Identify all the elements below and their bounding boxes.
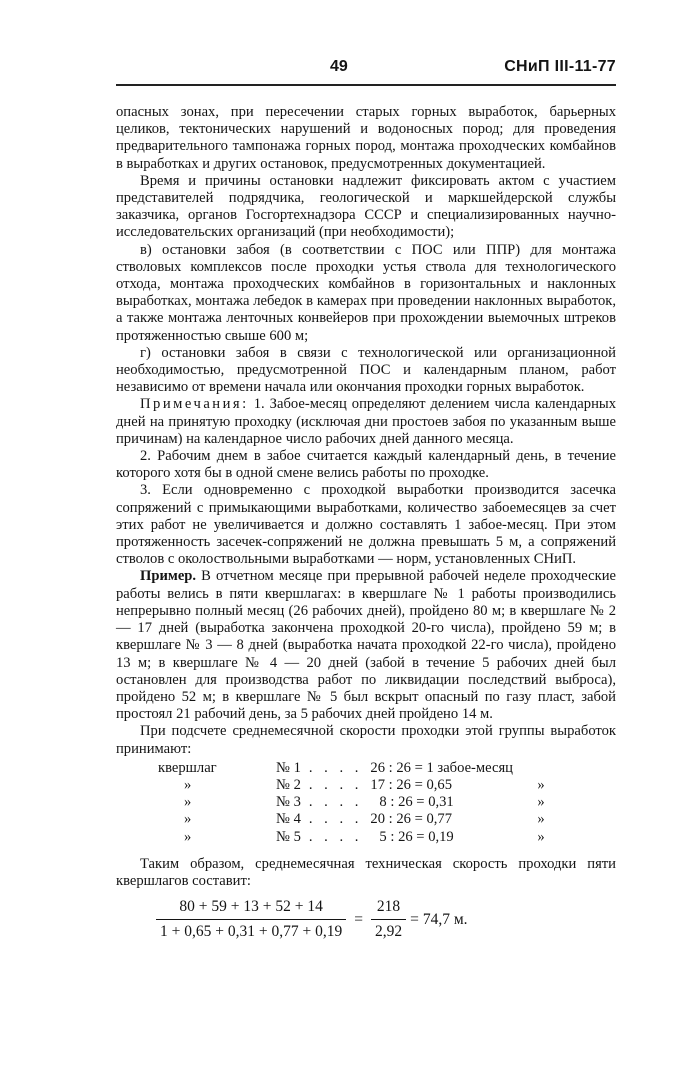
note-2: 2. Рабочим днем в забое считается каждый календарный день, в течение которого хотя бы в одной смене велись работы по проходке. — [116, 448, 616, 482]
calc-table — [154, 760, 549, 846]
calc-dots: . . . . — [308, 759, 363, 776]
example-text: В отчетном месяце при прерывной рабочей неделе проходческие работы велись в пяти квершлагах: в квершлаге № 1 работы производились непрерывно полный месяц (26 рабочих дней), пройдено 80 м; в квершлаге № 2 — 17 дней (выработка закончена проходкой 20-го числа), пройдено 59 м; в квершлаге № 3 — 8 дней (выработка начата проходкой 22-го числа), пройдено 13 м; в квершлаге № 4 — 20 дней (забой в течение 5 рабочих дней был остановлен для производства работ по ликвидации последствий выброса), пройдено 52 м; в квершлаге № 5 был вскрыт опасный по газу пласт, забой простоял 21 рабочий день, за 5 рабочих дней пройдено 14 м. — [116, 568, 616, 723]
calc-number: № 4 — [276, 811, 301, 828]
formula-result: 74,7 м. — [422, 910, 468, 928]
calc-number: № 2 — [276, 776, 301, 793]
fraction-main — [156, 898, 346, 941]
calc-label: » — [184, 776, 192, 793]
calc-value: 8 : 26 = 0,31 — [379, 794, 454, 811]
document-body — [116, 104, 616, 941]
calc-dots: . . . . — [308, 776, 363, 793]
calc-dots: . . . . — [308, 811, 363, 828]
paragraph-stop-record: Время и причины остановки надлежит фиксировать актом с участием представителей подрядчика, геологической и маркшейдерской службы заказчика, органов Госгортехнадзора СССР и специализированных научно-исследовательских организаций (при необходимости); — [116, 172, 616, 241]
calc-number: № 5 — [276, 828, 301, 845]
fraction-reduced — [371, 898, 406, 941]
calc-dots: . . . . — [308, 828, 363, 845]
calc-row — [154, 829, 549, 846]
speed-formula — [156, 898, 616, 941]
equals-sign-2: = — [410, 910, 419, 928]
calc-label: » — [184, 794, 192, 811]
fraction-numerator: 80 + 59 + 13 + 52 + 14 — [179, 898, 323, 916]
example — [116, 568, 616, 723]
calc-mark: » — [537, 776, 545, 793]
calc-value: 5 : 26 = 0,19 — [379, 828, 454, 845]
calc-value: 20 : 26 = 0,77 — [370, 811, 453, 828]
calc-row — [154, 811, 549, 828]
notes-title: Примечания: — [140, 396, 249, 413]
calc-label: квершлаг — [158, 759, 217, 776]
calc-row — [154, 794, 549, 811]
calc-dots: . . . . — [308, 794, 363, 811]
example-label: Пример. — [140, 568, 197, 585]
example-lead: При подсчете среднемесячной скорости проходки этой группы выработок принимают: — [116, 723, 616, 757]
document-code: СНиП III-11-77 — [504, 58, 616, 75]
fraction-bar — [156, 919, 346, 920]
paragraph-item-g: г) остановки забоя в связи с технологической или организационной необходимостью, предусмотренной ПОС и календарным планом, работ независимо от времени начала или окончания проходки горных выработок. — [116, 344, 616, 396]
calc-mark — [533, 760, 548, 777]
calc-label: » — [184, 811, 192, 828]
fraction-denominator: 1 + 0,65 + 0,31 + 0,77 + 0,19 — [160, 923, 343, 941]
calc-row — [154, 760, 549, 777]
calc-number: № 3 — [276, 794, 301, 811]
calc-value: 17 : 26 = 0,65 — [370, 776, 453, 793]
calc-mark: » — [537, 811, 545, 828]
note-1 — [116, 396, 616, 448]
page-number: 49 — [330, 58, 348, 75]
page-header — [116, 56, 616, 82]
calc-label: » — [184, 828, 192, 845]
header-rule — [116, 84, 616, 86]
paragraph-item-v: в) остановки забоя (в соответствии с ПОС или ППР) для монтажа стволовых комплексов после проходки устья ствола для технологического отхода, монтажа проходческих комбайнов в горизонтальных и наклонных выработках, монтажа лебедок в камерах при проведении наклонных выработок, а также монтажа ленточных конвейеров при прохождении выемочных штреков протяженностью свыше 600 м; — [116, 241, 616, 344]
note-1-text: 1. Забое-месяц определяют делением числа календарных дней на принятую проходку (исключая дни простоев забоя по указанным выше причинам) на календарное число рабочих дней данного месяца. — [116, 396, 616, 447]
calc-row — [154, 777, 549, 794]
calc-mark: » — [537, 794, 545, 811]
calc-mark: » — [537, 828, 545, 845]
note-3: 3. Если одновременно с проходкой выработки производится засечка сопряжений с примыкающими выработками, количество забоемесяцев за счет этих работ не увеличивается и должно составлять 1 забое-месяц. При этом протяженность засечек-сопряжений не должна превышать 5 м, а сопряжений стволов с околоствольными выработками — норм, установленных СНиП. — [116, 482, 616, 568]
fraction-bar-2 — [371, 919, 406, 920]
paragraph-continuation: опасных зонах, при пересечении старых горных выработок, барьерных целиков, тектонических нарушений и водоносных пород; для проведения предварительного тампонажа горных пород, монтажа проходческих комбайнов в выработках и других остановок, предусмотренных документацией. — [116, 104, 616, 172]
equals-sign: = — [354, 910, 363, 928]
fraction-numerator-2: 218 — [376, 898, 401, 916]
fraction-denominator-2: 2,92 — [374, 923, 403, 941]
calc-value: 26 : 26 = 1 забое-месяц — [370, 759, 513, 776]
calc-number: № 1 — [276, 759, 301, 776]
conclusion: Таким образом, среднемесячная техническая скорость проходки пяти квершлагов составит: — [116, 855, 616, 889]
